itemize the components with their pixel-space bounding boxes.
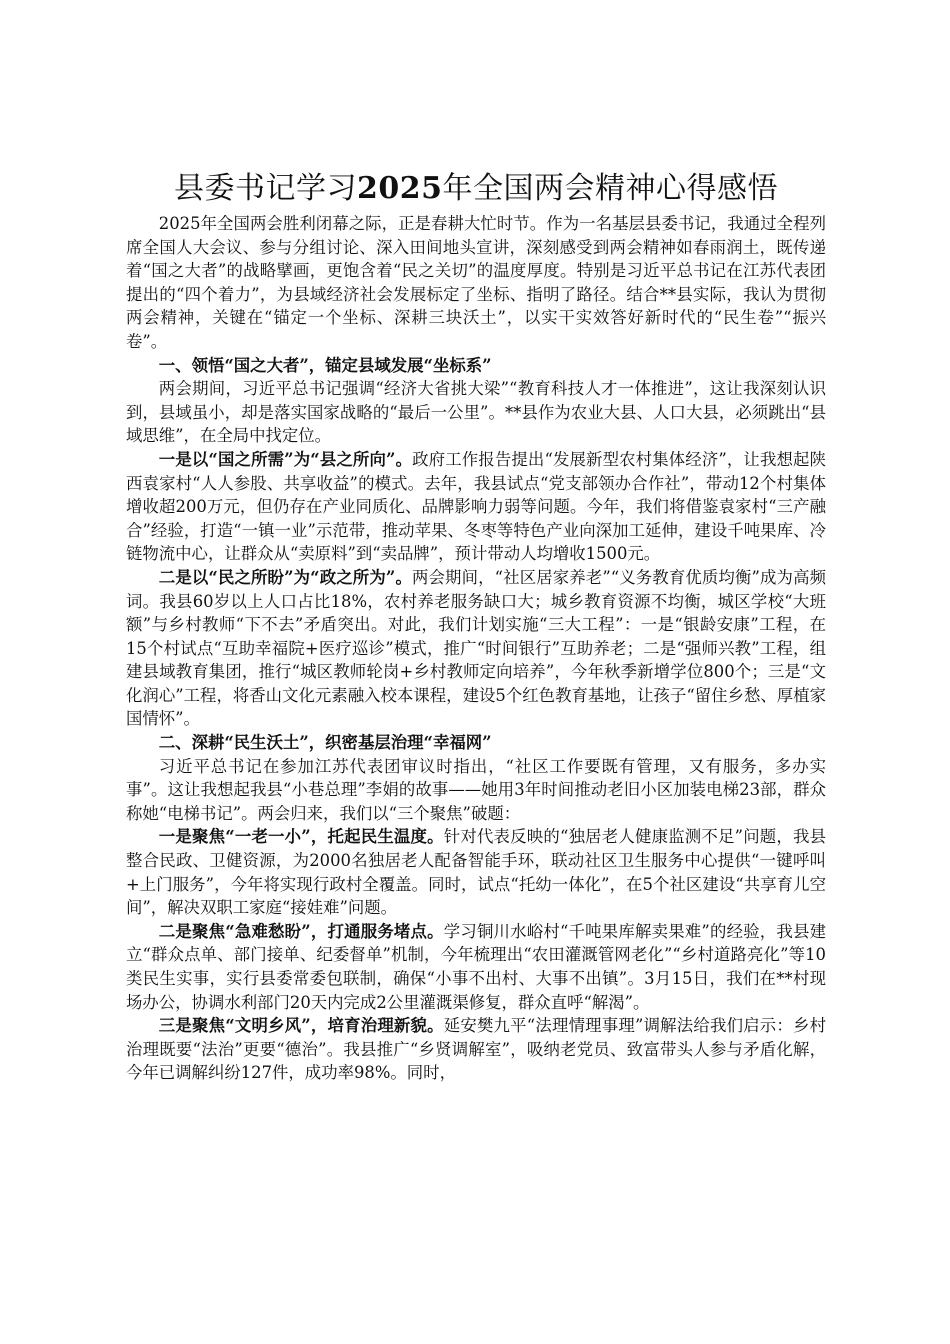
intro-paragraph: 2025年全国两会胜利闭幕之际，正是春耕大忙时节。作为一名基层县委书记，我通过全程列席全国人大会议、参与分组讨论、深入田间地头宣讲，深刻感受到两会精神如春雨润土，既传递着“国之大者”的战略擘画，更饱含着“民之关切”的温度厚度。特别是习近平总书记在江苏代表团提出的“四个着力”，为县域经济社会发展标定了坐标、指明了路径。结合**县实际，我认为贯彻两会精神，关键在“锚定一个坐标、深耕三块沃土”，以实干实效答好新时代的“民生卷”“振兴卷”。 [126,214,826,351]
section-2-item-3-lead: 三是聚焦“文明乡风”，培育治理新貌。 [158,1016,444,1036]
section-1-item-2-lead: 二是以“民之所盼”为“政之所为”。 [158,567,412,587]
section-1-paragraph: 两会期间，习近平总书记强调“经济大省挑大梁”“教育科技人才一体推进”，这让我深刻认识到，县域虽小，却是落实国家战略的“最后一公里”。**县作为农业大县、人口大县，必须跳出“县域思维”，在全局中找定位。 [126,379,826,446]
section-2-item-1 [126,825,826,919]
section-1-item-1-lead: 一是以“国之所需”为“县之所向”。 [158,449,413,469]
section-2-item-2-lead: 二是聚焦“急难愁盼”，打通服务堵点。 [158,921,444,941]
section-1-item-2-body: 两会期间，“社区居家养老”“义务教育优质均衡”成为高频词。我县60岁以上人口占比18%，农村养老服务缺口大；城乡教育资源不均衡，城区学校“大班额”与乡村教师“下不去”矛盾突出。对此，我们计划实施“三大工程”：一是“银龄安康”工程，在15个村试点“互助幸福院+医疗巡诊”模式，推广“时间银行”互助养老；二是“强师兴教”工程，组建县域教育集团，推行“城区教师轮岗+乡村教师定向培养”，今年秋季新增学位800个；三是“文化润心”工程，将香山文化元素融入校本课程，建设5个红色教育基地，让孩子“留住乡愁、厚植家国情怀”。 [126,567,826,729]
section-2-item-3 [126,1014,826,1085]
section-2-item-2-body: 学习铜川水峪村“千吨果库解卖果难”的经验，我县建立“群众点单、部门接单、纪委督单”机制，今年梳理出“农田灌溉管网老化”“乡村道路亮化”等10类民生实事，实行县委常委包联制，确保“小事不出村、大事不出镇”。3月15日，我们在**村现场办公，协调水利部门20天内完成2公里灌溉渠修复，群众直呼“解渴”。 [126,921,827,1012]
section-2-item-1-lead: 一是聚焦“一老一小”，托起民生温度。 [158,827,444,847]
title-part-2: 年全国两会精神心得感悟 [442,171,778,206]
section-1-item-1-body: 政府工作报告提出“发展新型农村集体经济”，让我想起陕西袁家村“人人参股、共享收益”的模式。去年，我县试点“党支部领办合作社”，带动12个村集体增收超200万元，但仍存在产业同质化、品牌影响力弱等问题。今年，我们将借鉴袁家村“三产融合”经验，打造“一镇一业”示范带，推动苹果、冬枣等特色产业向深加工延伸，建设千吨果库、冷链物流中心，让群众从“卖原料”到“卖品牌”，预计带动人均增收1500元。 [126,449,826,564]
section-2-heading: 二、深耕“民生沃土”，织密基层治理“幸福网” [158,733,492,753]
title-year: 2025 [357,171,443,206]
section-1-heading: 一、领悟“国之大者”，锚定县域发展“坐标系” [158,355,492,375]
section-2-item-2 [126,920,826,1014]
section-2-paragraph: 习近平总书记在参加江苏代表团审议时指出，“社区工作要既有管理，又有服务，多办实事”。这让我想起我县“小巷总理”李娟的故事——她用3年时间推动老旧小区加装电梯23部，群众称她“电梯书记”。两会归来，我们以“三个聚焦”破题： [126,756,826,823]
section-2-item-3-body: 延安樊九平“法理情理事理”调解法给我们启示：乡村治理既要“法治”更要“德治”。我县推广“乡贤调解室”，吸纳老党员、致富带头人参与矛盾化解，今年已调解纠纷127件，成功率98%。同时， [126,1016,827,1083]
document-title [126,168,826,210]
section-1-item-2 [126,566,826,731]
title-part-1: 县委书记学习 [174,171,357,206]
document-page [126,168,826,1085]
section-1-item-1 [126,448,826,566]
section-2-item-1-body: 针对代表反映的“独居老人健康监测不足”问题，我县整合民政、卫健资源，为2000名独居老人配备智能手环，联动社区卫生服务中心提供“一键呼叫+上门服务”，今年将实现行政村全覆盖。同时，试点“托幼一体化”，在5个社区建设“共享育儿空间”，解决双职工家庭“接娃难”问题。 [126,827,827,918]
